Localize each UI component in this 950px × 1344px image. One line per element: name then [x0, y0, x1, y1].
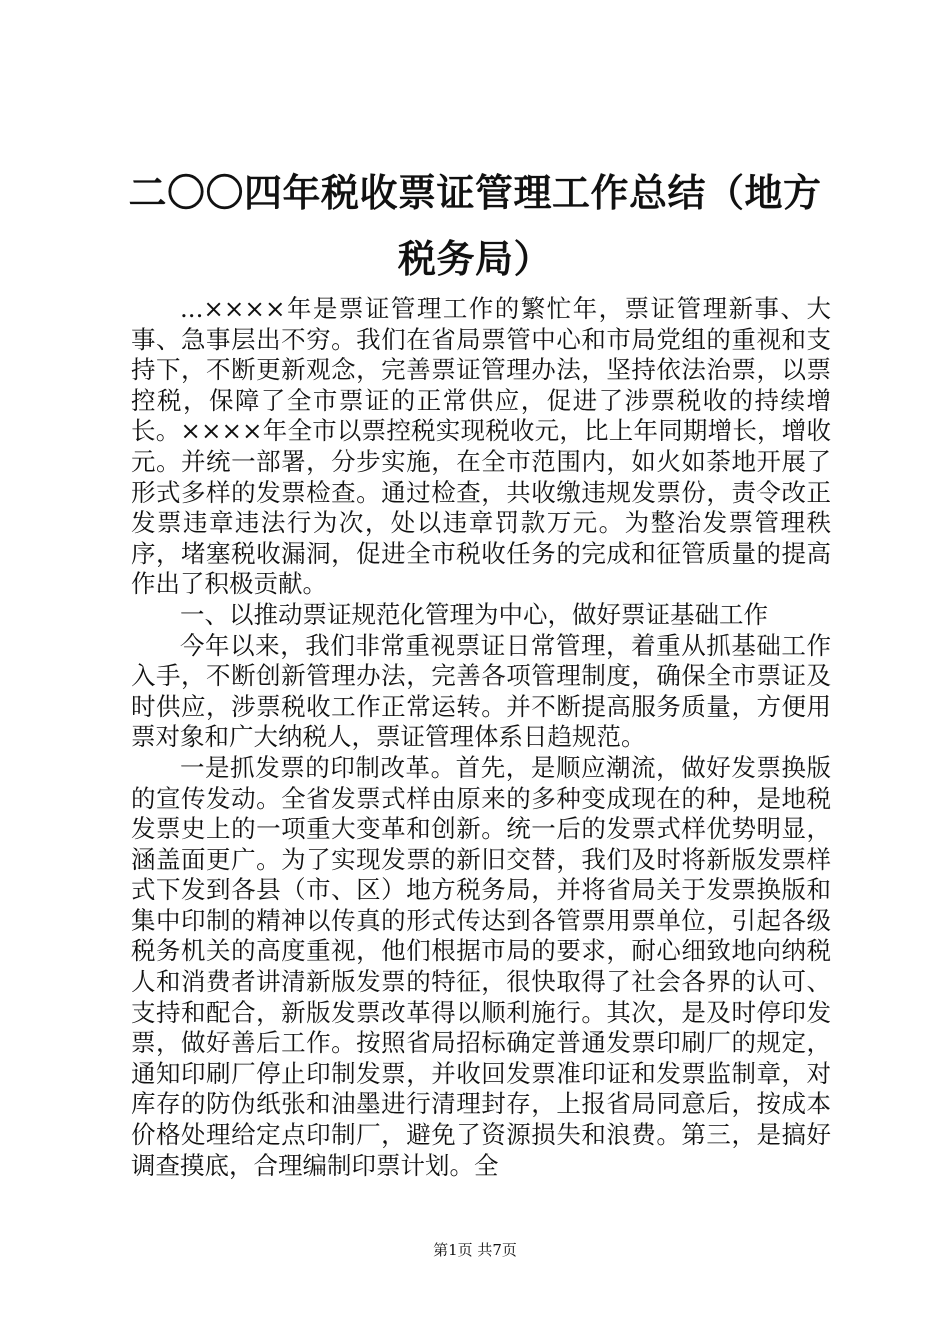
- paragraph-section-1: 今年以来，我们非常重视票证日常管理，着重从抓基础工作入手，不断创新管理办法，完善各项管理制度，确保全市票证及时供应，涉票税收工作正常运转。并不断提高服务质量，方便用票对象和广大纳税人，票证管理体系日趋规范。: [131, 630, 831, 752]
- section-heading-1: 一、以推动票证规范化管理为中心，做好票证基础工作: [180, 599, 768, 629]
- document-title: 二〇〇四年税收票证管理工作总结（地方税务局）: [128, 171, 822, 281]
- document-body: [131, 294, 831, 1181]
- paragraph-intro: ...××××年是票证管理工作的繁忙年，票证管理新事、大事、急事层出不穷。我们在省局票管中心和市局党组的重视和支持下，不断更新观念，完善票证管理办法，坚持依法治票，以票控税，保障了全市票证的正常供应，促进了涉票税收的持续增长。××××年全市以票控税实现税收元，比上年同期增长，增收元。并统一部署，分步实施，在全市范围内，如火如荼地开展了形式多样的发票检查。通过检查，共收缴违规发票份，责令改正发票违章违法行为次，处以违章罚款万元。为整治发票管理秩序，堵塞税收漏洞，促进全市税收任务的完成和征管质量的提高作出了积极贡献。: [131, 294, 831, 599]
- page-number: 第1页 共7页: [433, 1241, 517, 1259]
- paragraph-printing-reform: 一是抓发票的印制改革。首先，是顺应潮流，做好发票换版的宣传发动。全省发票式样由原来的多种变成现在的种，是地税发票史上的一项重大变革和创新。统一后的发票式样优势明显，涵盖面更广。为了实现发票的新旧交替，我们及时将新版发票样式下发到各县（市、区）地方税务局，并将省局关于发票换版和集中印制的精神以传真的形式传达到各管票用票单位，引起各级税务机关的高度重视，他们根据市局的要求，耐心细致地向纳税人和消费者讲清新版发票的特征，很快取得了社会各界的认可、支持和配合，新版发票改革得以顺利施行。其次，是及时停印发票，做好善后工作。按照省局招标确定普通发票印刷厂的规定，通知印刷厂停止印制发票，并收回发票准印证和发票监制章，对库存的防伪纸张和油墨进行清理封存，上报省局同意后，按成本价格处理给定点印制厂，避免了资源损失和浪费。第三，是搞好调查摸底，合理编制印票计划。全: [131, 752, 831, 1180]
